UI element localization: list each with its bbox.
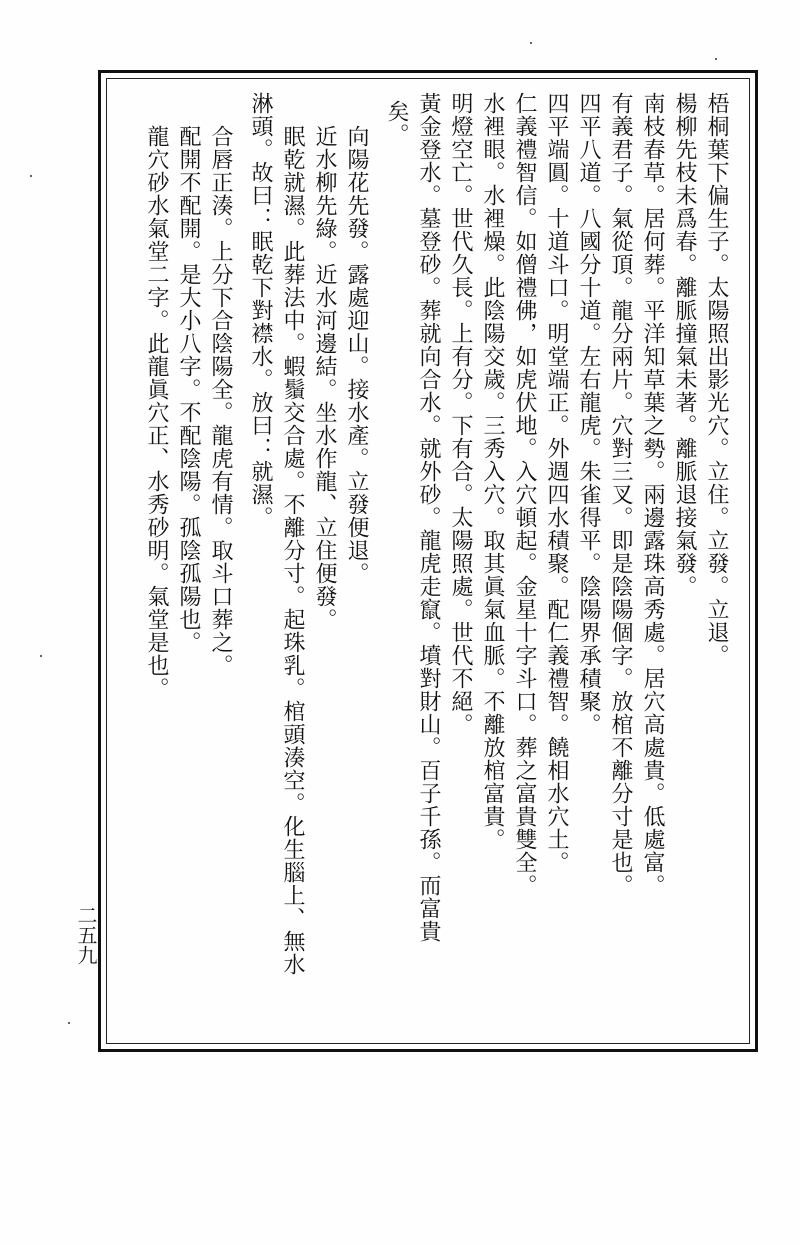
- text-column-16: 合唇正湊。上分下合陰陽全。龍虎有情。取斗口葬之。: [208, 125, 233, 677]
- text-column-12: 向陽花先發。露處迎山。接水產。立發便退。: [344, 125, 369, 585]
- text-column-3: 南枝春草。居何葬。平洋知草葉之勢。兩邊露珠高秀處。居穴高處貴。低處富。: [640, 92, 665, 897]
- text-column-4: 有義君子。氣從頂。龍分兩片。穴對三叉。即是陰陽個字。放棺不離分寸是也。: [608, 92, 633, 897]
- text-column-11: 矣。: [384, 100, 409, 146]
- text-column-2: 楊柳先枝未爲春。離脈撞氣未著。離脈退接氣發。: [672, 92, 697, 598]
- text-column-15: 淋頭。故曰：眠乾下對襟水。放曰：就濕。: [248, 92, 273, 529]
- text-column-14: 眠乾就濕。此葬法中。蝦鬚交合處。不離分寸。起珠乳。棺頭湊空。化生腦上、無水: [280, 125, 305, 976]
- scan-speck: [715, 58, 717, 60]
- text-column-5: 四平八道。八國分十道。左右龍虎。朱雀得平。陰陽界承積聚。: [576, 92, 601, 736]
- text-column-7: 仁義禮智信。如僧禮佛，如虎伏地。入穴頓起。金星十字斗口。葬之富貴雙全。: [512, 92, 537, 897]
- text-column-1: 梧桐葉下偏生子。太陽照出影光穴。立住。立發。立退。: [704, 92, 729, 667]
- text-column-6: 四平端圓。十道斗口。明堂端正。外週四水積聚。配仁義禮智。饒相水穴土。: [544, 92, 569, 874]
- text-column-13: 近水柳先綠。近水河邊結。坐水作龍、立住便發。: [312, 125, 337, 631]
- scan-speck: [40, 655, 42, 657]
- scan-speck: [530, 42, 532, 44]
- text-column-8: 水裡眼。水裡燥。此陰陽交歲。三秀入穴。取其眞氣血脈。不離放棺富貴。: [480, 92, 505, 851]
- scan-speck: [30, 175, 32, 177]
- scan-speck: [68, 1022, 70, 1024]
- text-column-10: 黃金登水。墓登砂。葬就向合水。就外砂。龍虎走竄。墳對財山。百子千孫。而富貴: [416, 92, 441, 943]
- text-column-9: 明燈空亡。世代久長。上有分。下有合。太陽照處。世代不絕。: [448, 92, 473, 736]
- text-column-17: 配開不配開。是大小八字。不配陰陽。孤陰孤陽也。: [176, 125, 201, 654]
- page-number: 二五九: [74, 905, 98, 965]
- text-column-18: 龍穴砂水氣堂二字。此龍眞穴正、水秀砂明。氣堂是也。: [144, 125, 169, 700]
